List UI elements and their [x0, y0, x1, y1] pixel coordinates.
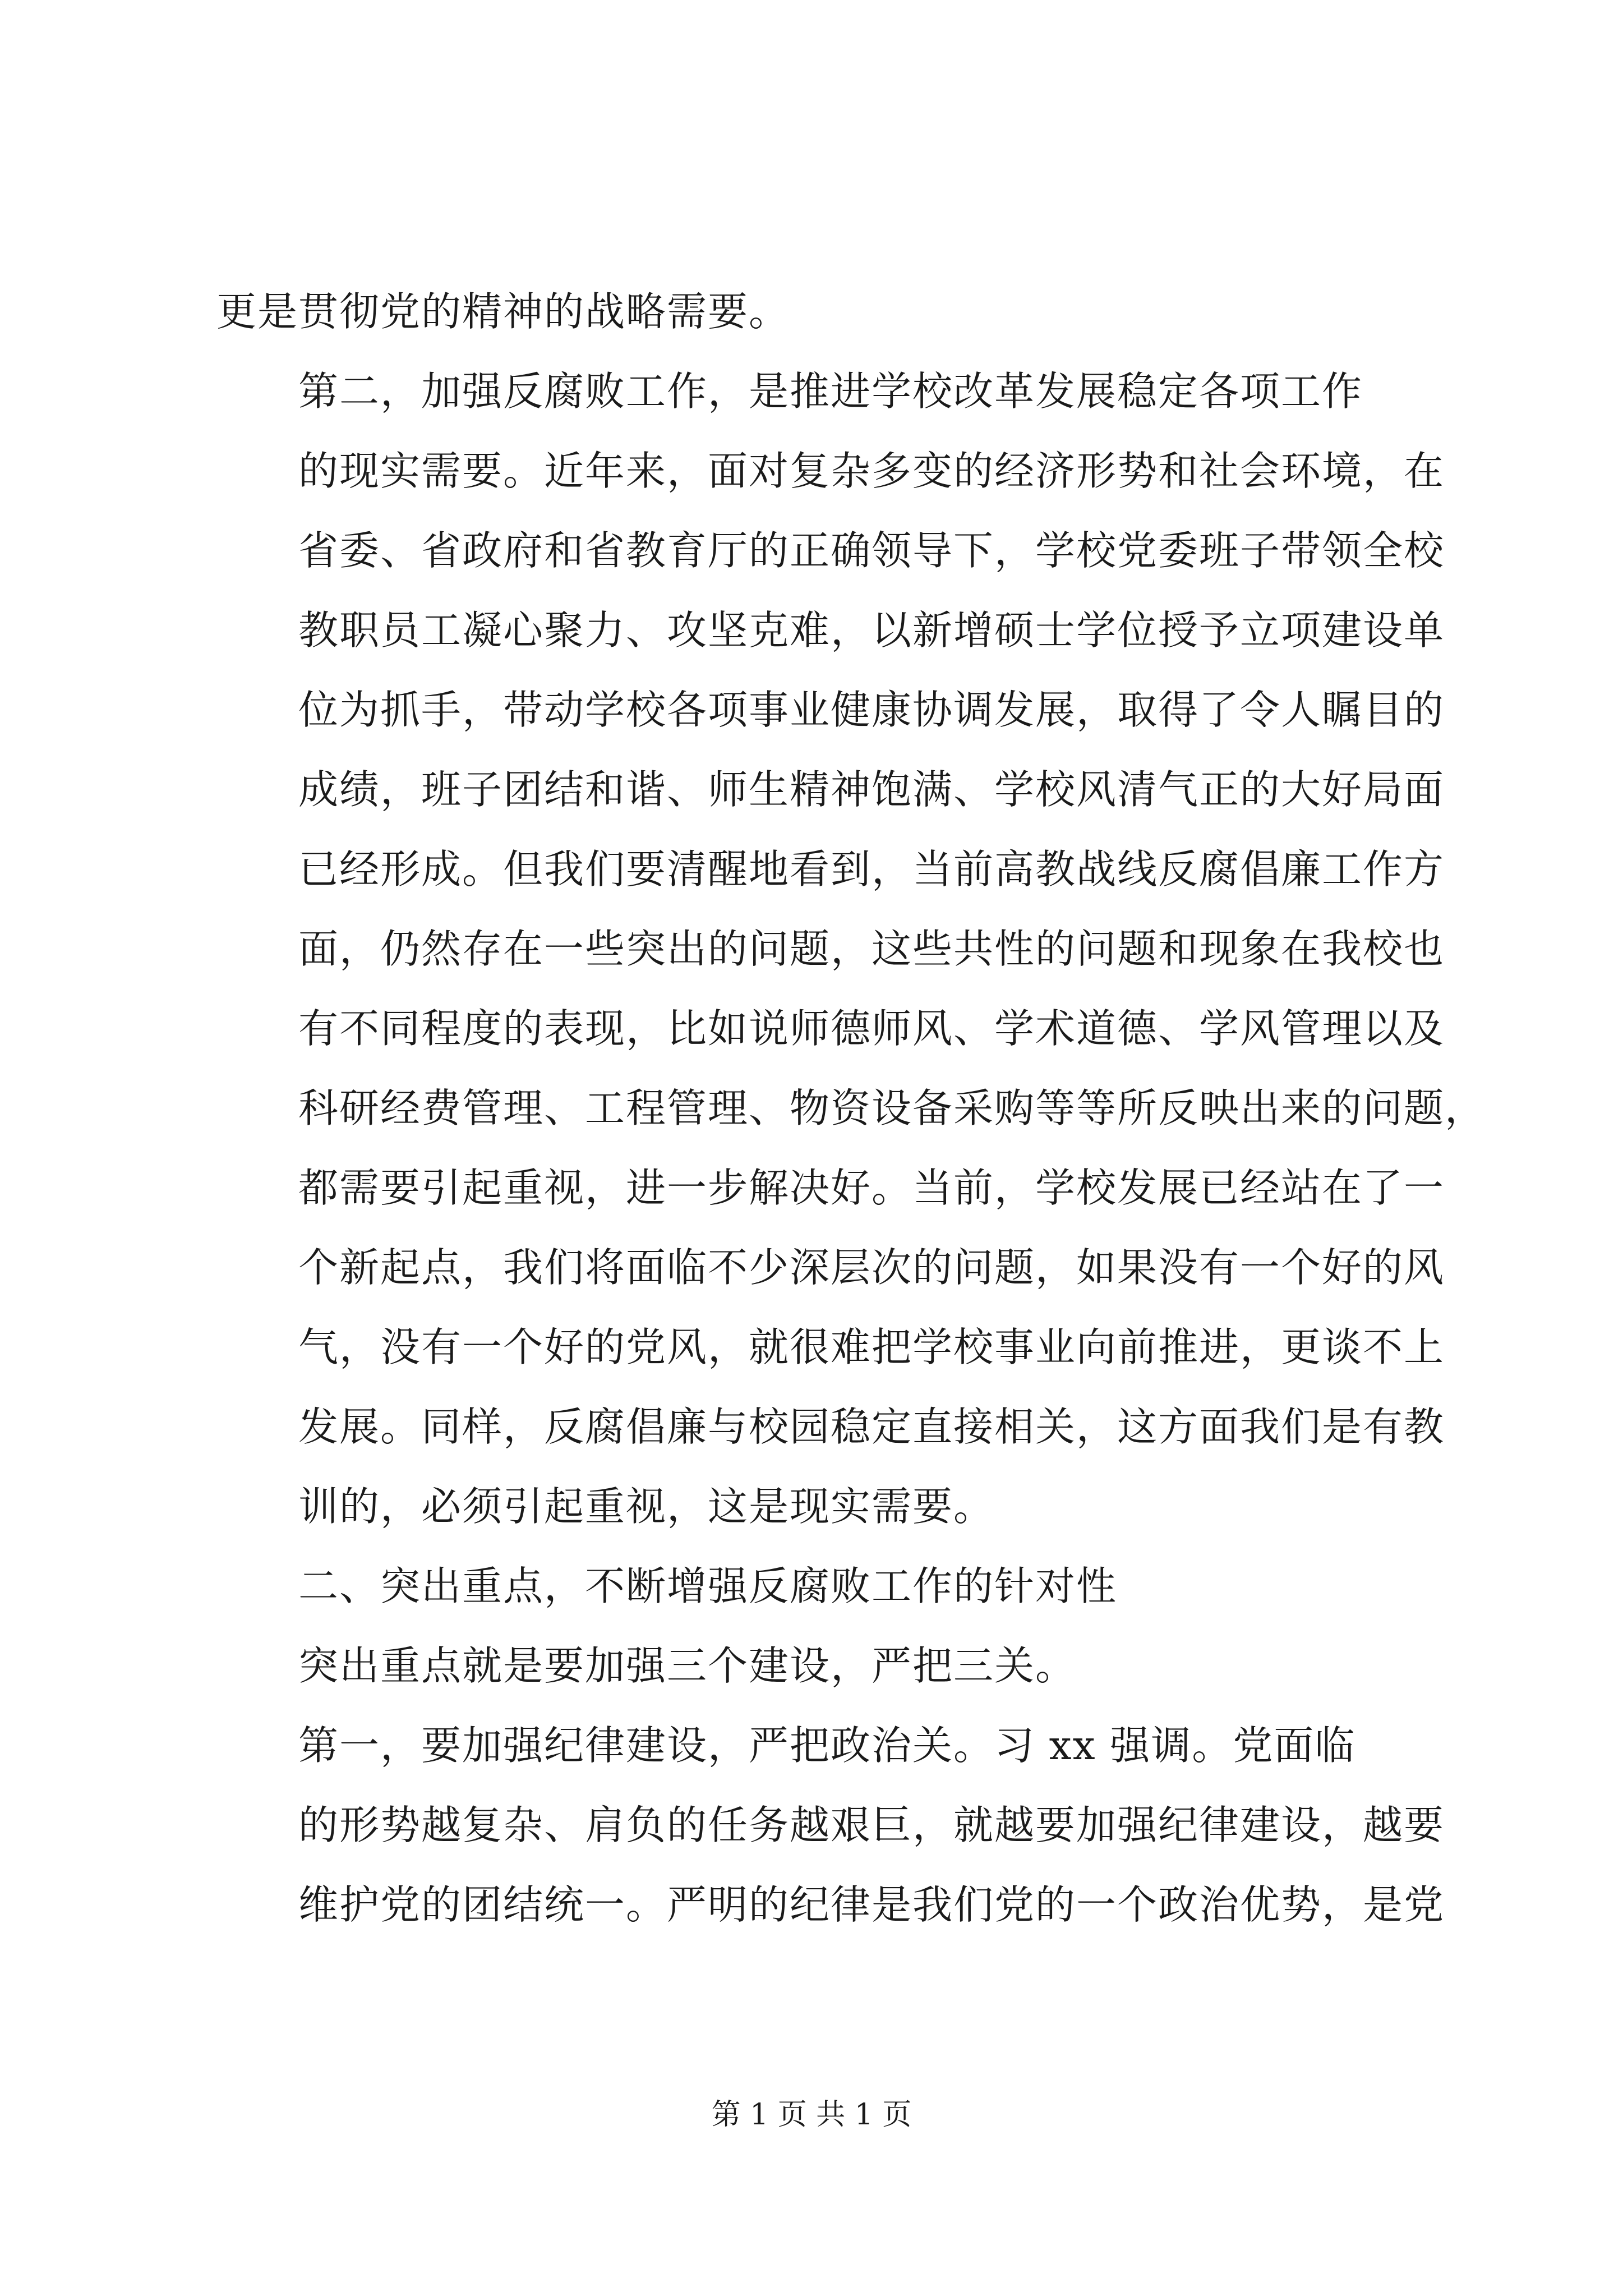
- text-line: 训的，必须引起重视，这是现实需要。: [298, 1483, 995, 1530]
- page-footer: 第 1 页 共 1 页: [711, 2098, 912, 2132]
- text-line: 更是贯彻党的精神的战略需要。: [216, 288, 790, 335]
- text-line: 科研经费管理、工程管理、物资设备采购等等所反映出来的问题，: [298, 1085, 1486, 1131]
- text-line: 气，没有一个好的党风，就很难把学校事业向前推进，更谈不上: [298, 1324, 1445, 1370]
- paragraph: [216, 272, 1417, 352]
- text-line: 个新起点，我们将面临不少深层次的问题，如果没有一个好的风: [298, 1244, 1445, 1291]
- text-line: 面，仍然存在一些突出的问题，这些共性的问题和现象在我校也: [298, 926, 1445, 972]
- text-line: 第一，要加强纪律建设，严把政治关。习 xx 强调。党面临: [298, 1722, 1356, 1769]
- text-line: 的形势越复杂、肩负的任务越艰巨，就越要加强纪律建设，越要: [298, 1802, 1445, 1848]
- text-line: 省委、省政府和省教育厅的正确领导下，学校党委班子带领全校: [298, 527, 1445, 574]
- text-line: 位为抓手，带动学校各项事业健康协调发展，取得了令人瞩目的: [298, 687, 1445, 733]
- text-line: 发展。同样，反腐倡廉与校园稳定直接相关，这方面我们是有教: [298, 1404, 1445, 1450]
- paragraph: [216, 352, 1486, 1547]
- text-line: 教职员工凝心聚力、攻坚克难，以新增硕士学位授予立项建设单: [298, 607, 1445, 654]
- paragraph: [216, 1547, 1417, 1626]
- text-line: 有不同程度的表现，比如说师德师风、学术道德、学风管理以及: [298, 1005, 1445, 1052]
- text-line: 维护党的团结统一。严明的纪律是我们党的一个政治优势，是党: [298, 1881, 1445, 1928]
- text-line: 已经形成。但我们要清醒地看到，当前高教战线反腐倡廉工作方: [298, 846, 1445, 892]
- paragraph: [216, 1626, 1417, 1706]
- text-line: 突出重点就是要加强三个建设，严把三关。: [298, 1642, 1077, 1689]
- text-line: 的现实需要。近年来，面对复杂多变的经济形势和社会环境，在: [298, 448, 1445, 494]
- text-line: 第二，加强反腐败工作，是推进学校改革发展稳定各项工作: [298, 368, 1363, 415]
- text-line: 都需要引起重视，进一步解决好。当前，学校发展已经站在了一: [298, 1165, 1445, 1211]
- text-line: 二、突出重点，不断增强反腐败工作的针对性: [298, 1563, 1118, 1609]
- document-body: [216, 272, 1486, 1945]
- paragraph: [216, 1706, 1445, 1945]
- text-line: 成绩，班子团结和谐、师生精神饱满、学校风清气正的大好局面: [298, 766, 1445, 813]
